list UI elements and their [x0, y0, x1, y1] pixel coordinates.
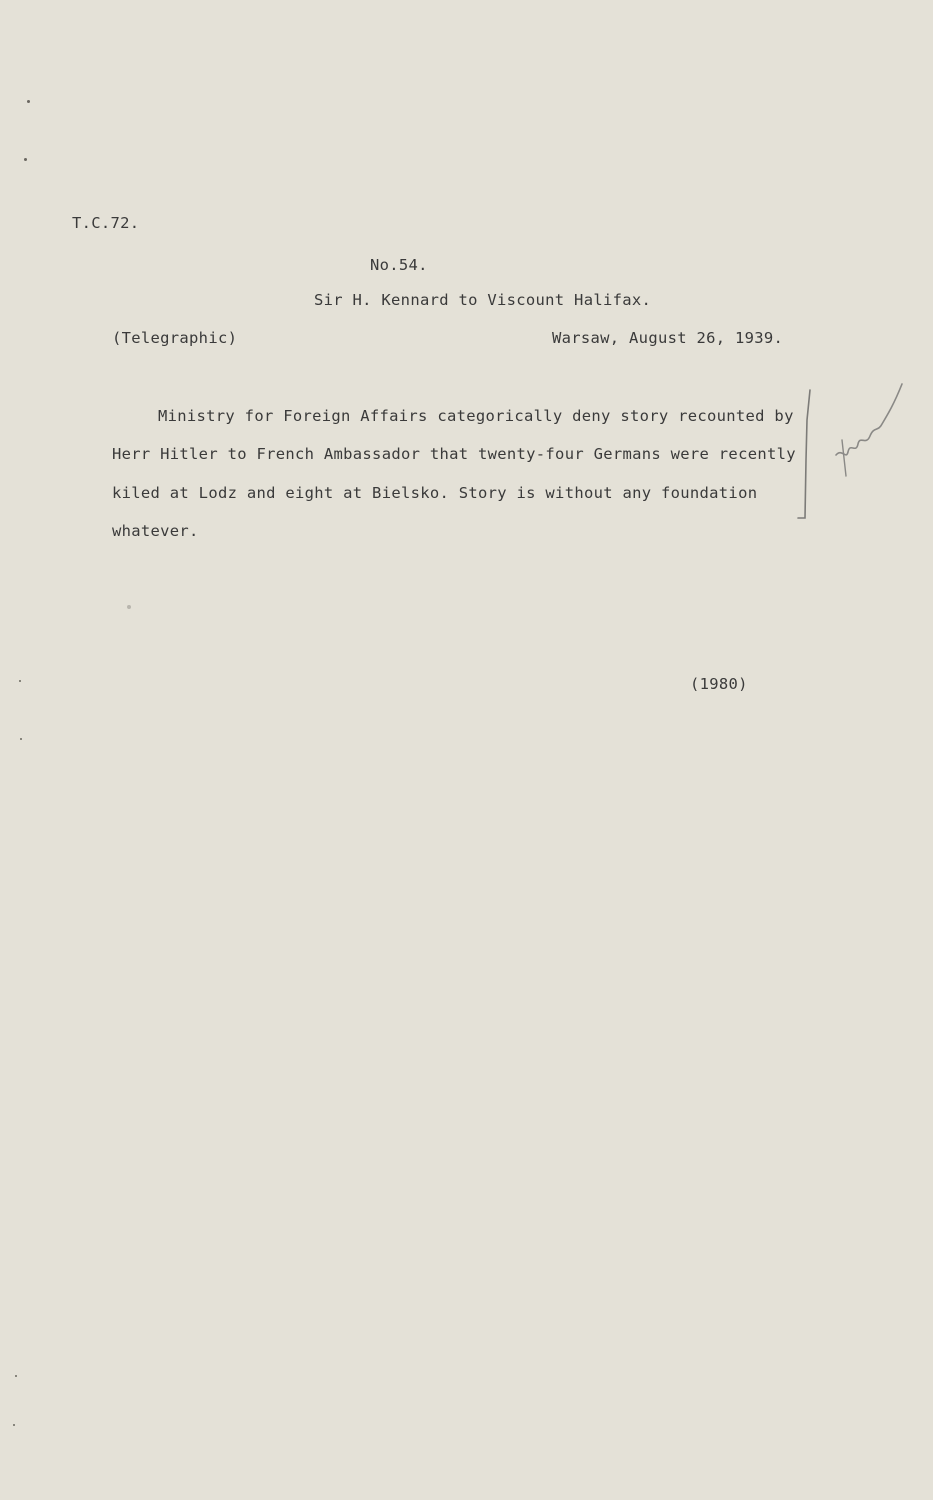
scan-speck: [27, 100, 30, 103]
body-line-3: kiled at Lodz and eight at Bielsko. Story is without any foundation: [112, 484, 758, 502]
document-reference: T.C.72.: [72, 214, 140, 232]
scan-speck: [19, 680, 21, 682]
scan-speck: [24, 158, 27, 161]
body-line-1: Ministry for Foreign Affairs categorically deny story recounted by: [158, 407, 794, 425]
body-line-2: Herr Hitler to French Ambassador that twenty-four Germans were recently: [112, 445, 796, 463]
document-heading: Sir H. Kennard to Viscount Halifax.: [314, 291, 652, 309]
dateline: Warsaw, August 26, 1939.: [552, 329, 784, 347]
transmission-method: (Telegraphic): [112, 329, 238, 347]
scan-speck: [15, 1375, 17, 1377]
scan-speck: [13, 1424, 15, 1426]
handwritten-annotation-icon: [790, 380, 910, 530]
document-code: (1980): [690, 675, 748, 693]
document-number: No.54.: [370, 256, 428, 274]
scan-speck: [127, 605, 131, 609]
scan-speck: [20, 738, 22, 740]
body-line-4: whatever.: [112, 522, 199, 540]
